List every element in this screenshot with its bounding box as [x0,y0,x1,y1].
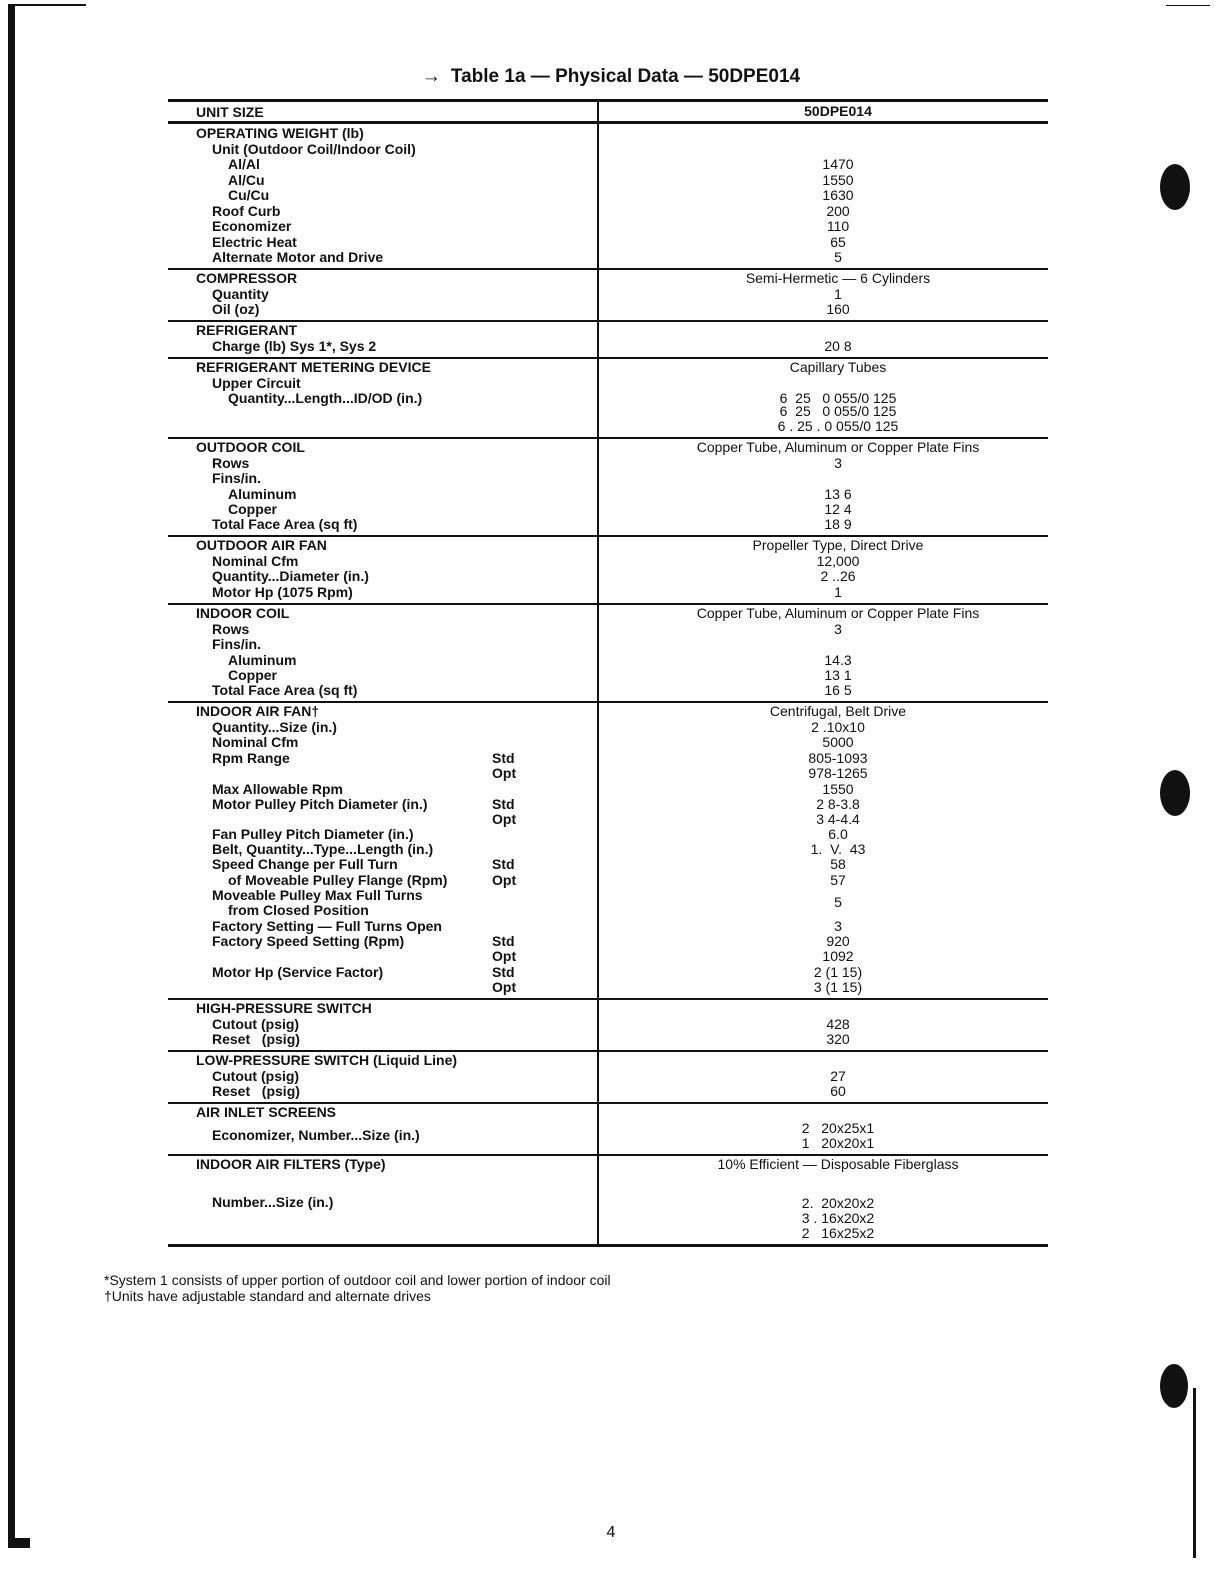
row-value: 58 [830,856,846,872]
row-label: Copper [228,501,277,517]
row-value: 110 [826,218,850,234]
std-opt-label: Opt [492,765,517,781]
row-label: Electric Heat [212,234,297,250]
row-label: Quantity...Length...ID/OD (in.) [228,390,423,406]
section-heading: OUTDOOR AIR FAN [196,537,327,553]
row-label: Factory Speed Setting (Rpm) [212,933,405,949]
row-label: Fins/in. [212,636,261,652]
row-label: Economizer, Number...Size (in.) [212,1127,420,1143]
row-value: 2 ..26 [820,568,856,584]
section-heading: INDOOR AIR FILTERS (Type) [196,1156,386,1172]
row-label: Oil (oz) [212,301,260,317]
row-label: Nominal Cfm [212,734,299,750]
row-value: 20 8 [824,338,852,354]
row-value: 65 [830,234,846,250]
row-label: Cu/Cu [228,187,270,203]
row-value: 3 (1 15) [813,979,863,995]
row-value: 805-1093 [808,750,868,766]
row-value: 428 [826,1016,850,1032]
row-value: 16 5 [824,682,852,698]
row-value: 2. 20x20x2 [801,1195,875,1211]
footnote-system: *System 1 consists of upper portion of outdoor coil and lower portion of indoor coil [104,1272,611,1288]
row-value: 3 4-4.4 [816,811,860,827]
row-label: Cutout (psig) [212,1016,300,1032]
row-label: Aluminum [228,486,297,502]
row-value: 1630 [822,187,854,203]
row-value: 6 25 0 055/0 125 [779,403,897,419]
row-value: 57 [830,872,846,888]
row-label: Motor Hp (Service Factor) [212,964,384,980]
row-value: 14.3 [824,652,852,668]
section-rule [168,320,1048,322]
row-value: 1550 [822,781,854,797]
row-value: 2 (1 15) [813,964,863,980]
row-label: of Moveable Pulley Flange (Rpm) [228,872,448,888]
row-label: Quantity [212,286,269,302]
row-value: Copper Tube, Aluminum or Copper Plate Fins [696,439,980,455]
row-value: 1550 [822,172,854,188]
row-label: Motor Hp (1075 Rpm) [212,584,353,600]
row-value: 10% Efficient — Disposable Fiberglass [717,1156,959,1172]
row-value: 5 [834,894,842,910]
row-value: 1 20x20x1 [801,1135,875,1151]
row-label: Fins/in. [212,470,261,486]
row-label: Quantity...Diameter (in.) [212,568,369,584]
left-edge-bar [8,4,15,1548]
row-value: Capillary Tubes [789,359,887,375]
table-top-rule [168,99,1048,102]
row-value: 60 [830,1083,846,1099]
row-label: Charge (lb) Sys 1*, Sys 2 [212,338,377,354]
section-rule [168,1244,1048,1247]
row-label: Copper [228,667,277,683]
row-value: 1. V. 43 [810,841,866,857]
row-label: Cutout (psig) [212,1068,300,1084]
row-value: Copper Tube, Aluminum or Copper Plate Fins [696,605,980,621]
row-value: 160 [826,301,850,317]
row-value: 12,000 [816,553,860,569]
std-opt-label: Opt [492,979,517,995]
unit-size-header: UNIT SIZE [196,104,264,120]
row-value: 978-1265 [808,765,868,781]
column-divider [597,101,599,1247]
std-opt-label: Std [492,750,515,766]
row-value: 2 .10x10 [811,719,865,735]
row-value: Centrifugal, Belt Drive [769,703,907,719]
row-value: 13 6 [824,486,852,502]
row-label: Speed Change per Full Turn [212,856,398,872]
section-heading: INDOOR AIR FAN† [196,703,320,719]
row-label: Moveable Pulley Max Full Turns [212,887,423,903]
row-value: 3 [834,918,842,934]
std-opt-label: Opt [492,948,517,964]
row-value: 1470 [822,156,854,172]
row-value: 12 4 [824,501,852,517]
row-label: Motor Pulley Pitch Diameter (in.) [212,796,428,812]
row-value: 3 [834,621,842,637]
top-right-mark [1166,5,1210,6]
row-label: Economizer [212,218,292,234]
std-opt-label: Std [492,933,515,949]
section-heading: REFRIGERANT METERING DEVICE [196,359,431,375]
row-label: Reset (psig) [212,1031,300,1047]
row-label: Reset (psig) [212,1083,300,1099]
section-heading: COMPRESSOR [196,270,298,286]
row-value: Semi-Hermetic — 6 Cylinders [745,270,931,286]
row-label: Quantity...Size (in.) [212,719,337,735]
row-label: Fan Pulley Pitch Diameter (in.) [212,826,414,842]
binder-hole-top [1160,164,1190,210]
row-value: 200 [826,203,850,219]
row-value: 27 [830,1068,846,1084]
row-value: 5000 [822,734,854,750]
section-heading: AIR INLET SCREENS [196,1104,337,1120]
header-bottom-rule [168,121,1048,124]
section-heading: HIGH-PRESSURE SWITCH [196,1000,372,1016]
model-header: 50DPE014 [804,103,872,119]
row-value: Propeller Type, Direct Drive [752,537,924,553]
page-number: 4 [606,1524,616,1541]
section-heading: OPERATING WEIGHT (lb) [196,125,364,141]
row-label: from Closed Position [228,902,369,918]
row-label: Alternate Motor and Drive [212,249,384,265]
row-value: 3 [834,455,842,471]
section-heading: LOW-PRESSURE SWITCH (Liquid Line) [196,1052,458,1068]
row-value: 2 8-3.8 [816,796,860,812]
std-opt-label: Opt [492,811,517,827]
table-title [0,66,1222,88]
row-label: Unit (Outdoor Coil/Indoor Coil) [212,141,416,157]
row-label: Belt, Quantity...Type...Length (in.) [212,841,434,857]
std-opt-label: Std [492,796,515,812]
binder-hole-bottom [1160,1364,1188,1408]
row-value: 320 [826,1031,850,1047]
row-value: 13 1 [824,667,852,683]
row-value: 6.0 [828,826,848,842]
row-label: Rows [212,621,250,637]
revision-arrow-icon: → [421,66,441,87]
section-heading: REFRIGERANT [196,322,298,338]
row-value: 1092 [822,948,854,964]
row-value: 920 [826,933,850,949]
row-label: Al/Al [228,156,260,172]
row-value: 18 9 [824,516,852,532]
row-value: 3 . 16x20x2 [801,1210,875,1226]
row-value: 6 25 0 055/0 125 [779,390,897,406]
row-label: Max Allowable Rpm [212,781,343,797]
row-value: 1 [834,286,842,302]
std-opt-label: Std [492,856,515,872]
binder-hole-middle [1160,770,1190,816]
row-label: Total Face Area (sq ft) [212,516,358,532]
row-label: Roof Curb [212,203,281,219]
footnote-drives: †Units have adjustable standard and alternate drives [104,1288,431,1304]
table-title-text: Table 1a — Physical Data — 50DPE014 [450,66,801,87]
row-label: Aluminum [228,652,297,668]
row-value: 2 20x25x1 [801,1120,875,1136]
row-label: Factory Setting — Full Turns Open [212,918,442,934]
row-label: Number...Size (in.) [212,1194,334,1210]
row-value: 2 16x25x2 [801,1225,875,1241]
row-label: Rows [212,455,250,471]
std-opt-label: Opt [492,872,517,888]
row-value: 6 . 25 . 0 055/0 125 [777,418,899,434]
row-label: Nominal Cfm [212,553,299,569]
row-label: Total Face Area (sq ft) [212,682,358,698]
top-edge-bar [8,4,86,6]
row-value: 1 [834,584,842,600]
row-value: 5 [834,249,842,265]
section-heading: INDOOR COIL [196,605,290,621]
row-label: Al/Cu [228,172,265,188]
row-label: Upper Circuit [212,375,301,391]
section-heading: OUTDOOR COIL [196,439,305,455]
row-label: Rpm Range [212,750,290,766]
std-opt-label: Std [492,964,515,980]
